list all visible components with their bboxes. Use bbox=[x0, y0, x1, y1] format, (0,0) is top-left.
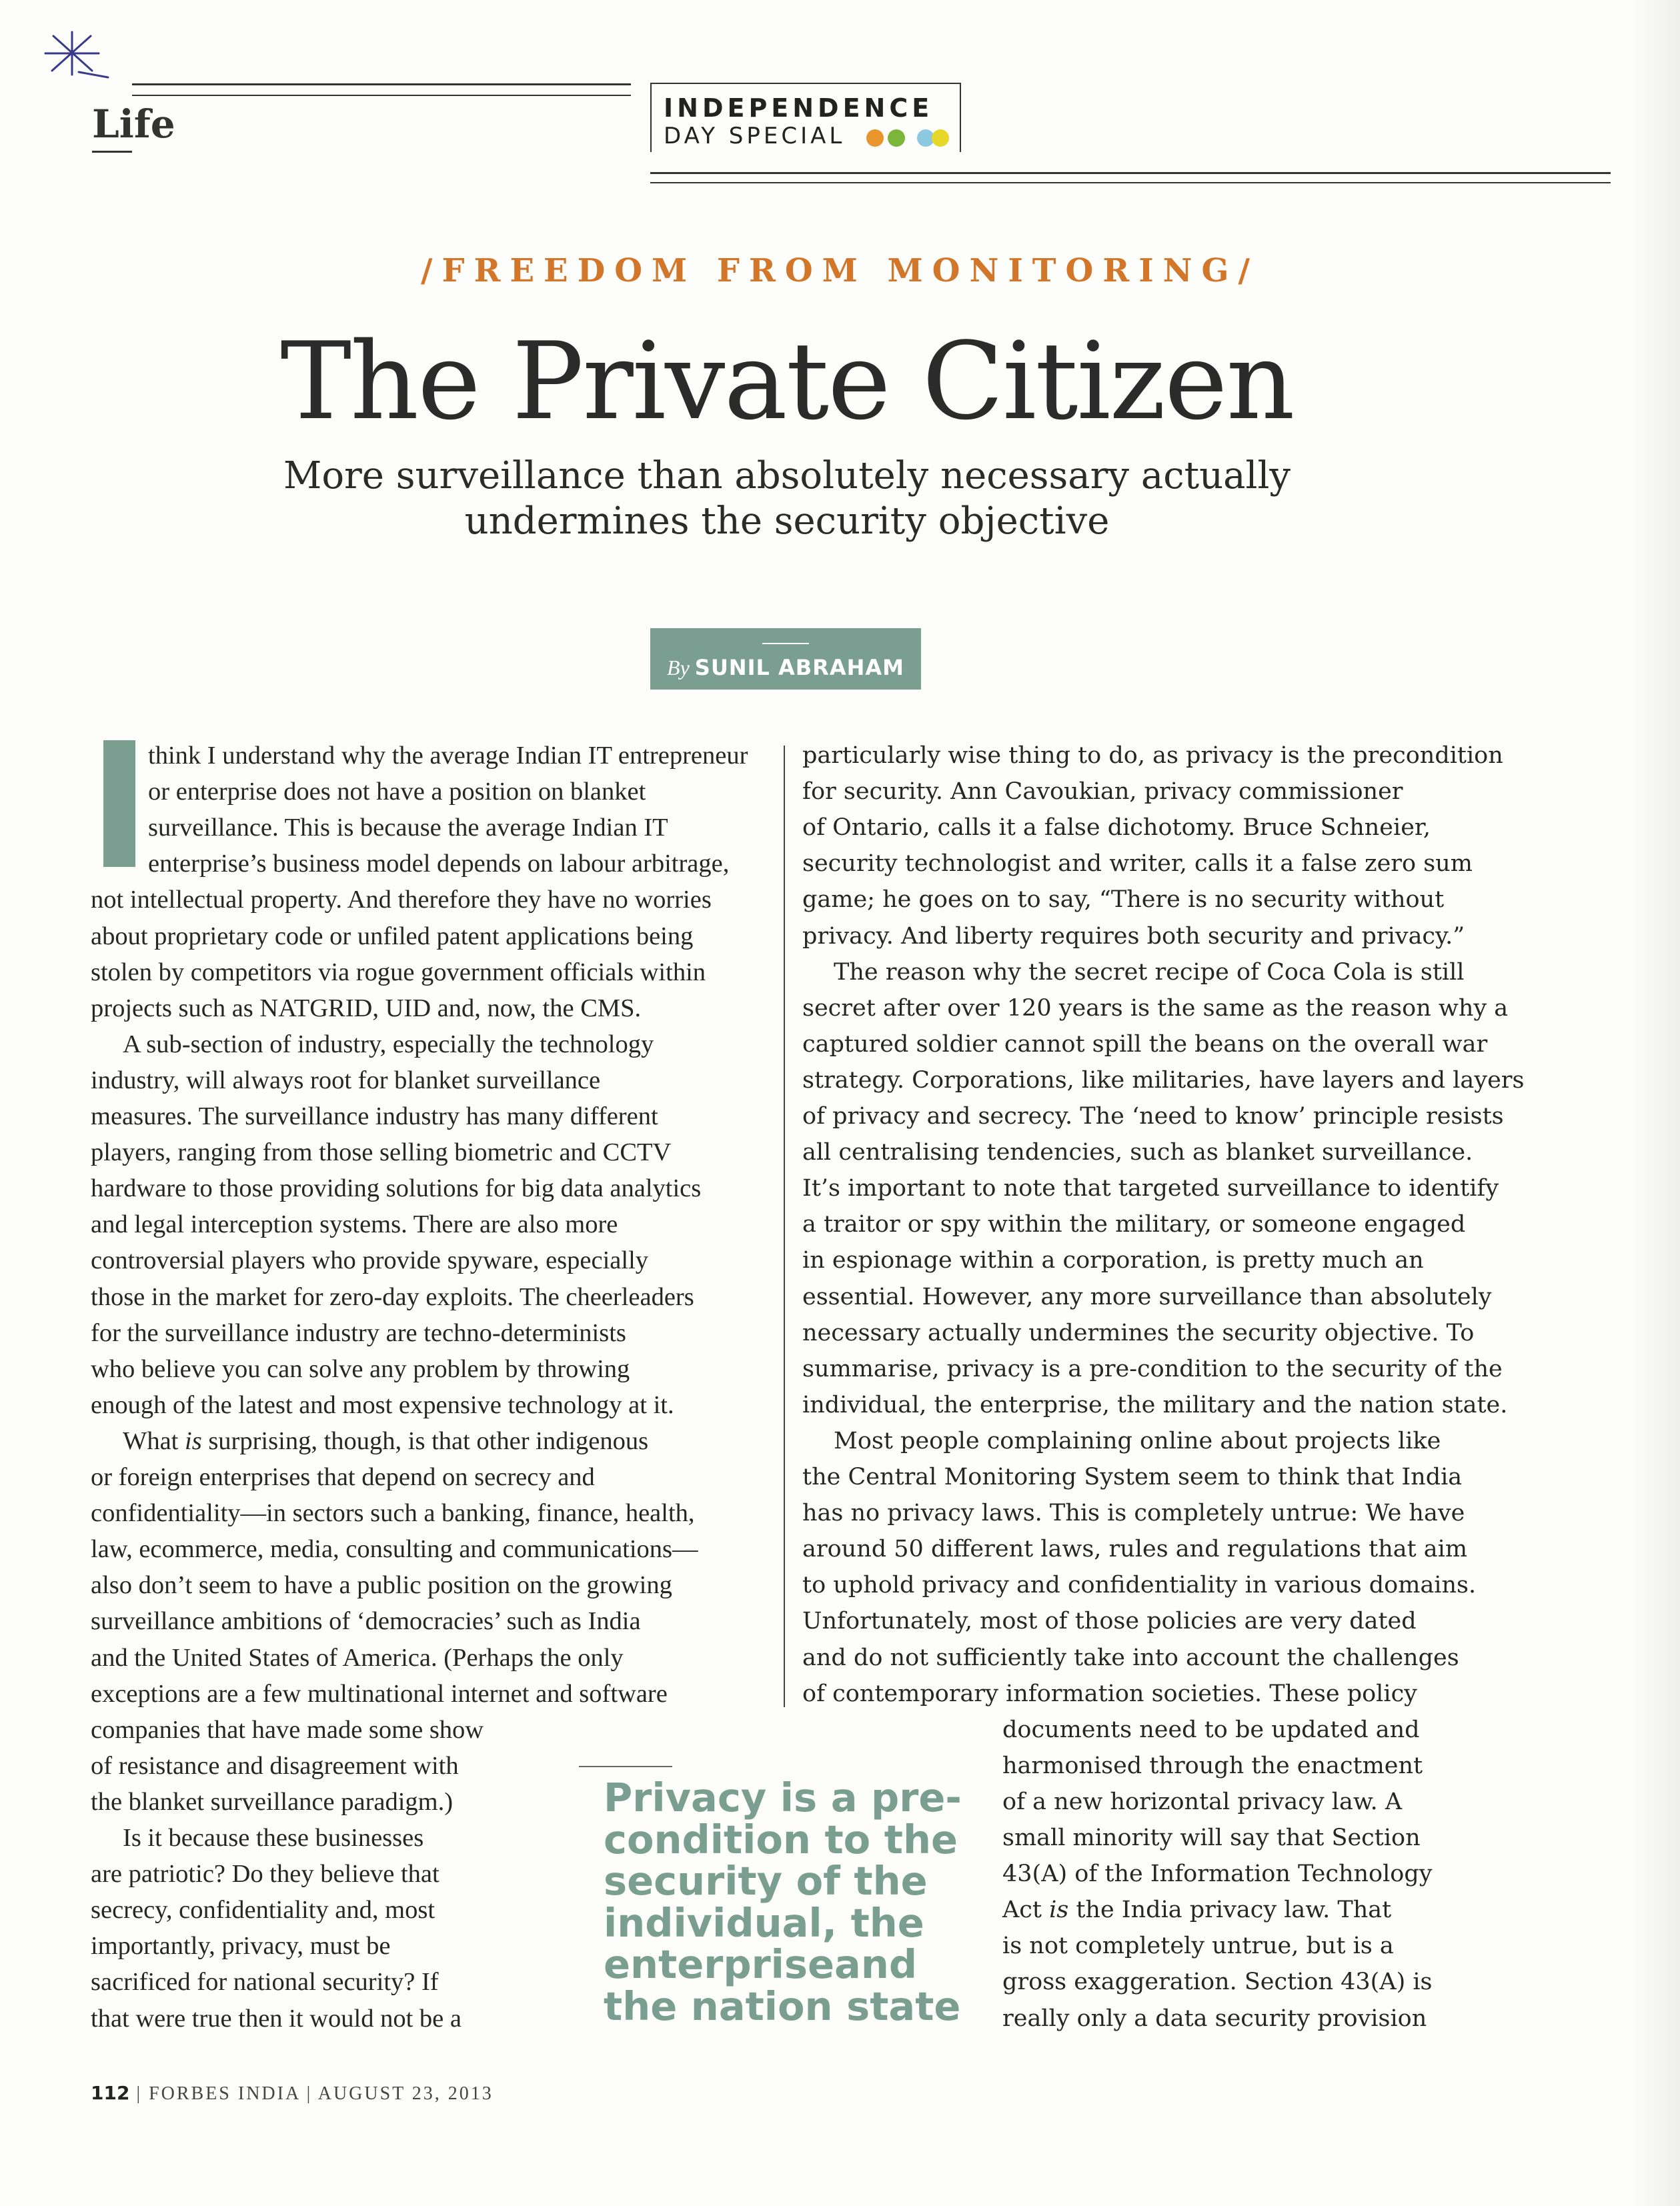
body-text-line: or enterprise does not have a position on blanket bbox=[148, 778, 646, 806]
body-text-line: also don’t seem to have a public position on the growing bbox=[91, 1571, 672, 1600]
page-edge-shadow bbox=[1627, 0, 1680, 2206]
body-text-line: hardware to those providing solutions for big data analytics bbox=[91, 1174, 702, 1203]
body-text-line: that were true then it would not be a bbox=[91, 2004, 462, 2033]
body-text-line: think I understand why the average Indian IT entrepreneur bbox=[148, 742, 748, 770]
body-text-line: law, ecommerce, media, consulting and communications— bbox=[91, 1535, 698, 1564]
header-rule-left-bottom bbox=[132, 95, 631, 96]
body-text-line: importantly, privacy, must be bbox=[91, 1932, 391, 1961]
body-text-line: to uphold privacy and confidentiality in various domains. bbox=[802, 1572, 1477, 1599]
body-text-line: secret after over 120 years is the same as the reason why a bbox=[802, 994, 1509, 1022]
body-text-line: who believe you can solve any problem by throwing bbox=[91, 1354, 630, 1383]
body-text-line: controversial players who provide spyware, especially bbox=[91, 1246, 649, 1275]
body-text-line: Most people complaining online about projects like bbox=[834, 1427, 1441, 1454]
byline-author: SUNIL ABRAHAM bbox=[694, 655, 904, 680]
pull-quote-line: enterpriseand bbox=[604, 1941, 918, 1987]
body-text-line: confidentiality—in sectors such a banking, finance, health, bbox=[91, 1499, 695, 1528]
dek-line: undermines the security objective bbox=[464, 499, 1110, 543]
pull-quote-rule bbox=[579, 1766, 672, 1767]
pull-quote-line: the nation state bbox=[604, 1983, 961, 2029]
pull-quote-line: Privacy is a pre- bbox=[604, 1775, 962, 1821]
body-text-line: for security. Ann Cavoukian, privacy commissioner bbox=[802, 778, 1403, 806]
page-number: 112 bbox=[91, 2082, 130, 2104]
body-text-line: measures. The surveillance industry has many different bbox=[91, 1102, 658, 1130]
article-dek bbox=[220, 453, 1354, 544]
body-text-line: about proprietary code or unfiled patent applications being bbox=[91, 922, 694, 950]
pull-quote-line: security of the bbox=[604, 1858, 928, 1904]
body-text-line: the blanket surveillance paradigm.) bbox=[91, 1787, 454, 1816]
body-text-line: individual, the enterprise, the military and the nation state. bbox=[802, 1391, 1508, 1418]
body-text-line: harmonised through the enactment bbox=[1002, 1752, 1423, 1779]
body-text-line: of Ontario, calls it a false dichotomy. Bruce Schneier, bbox=[802, 814, 1431, 842]
section-label: Life bbox=[92, 101, 175, 147]
badge-line1: INDEPENDENCE bbox=[664, 93, 934, 123]
body-text-line: or foreign enterprises that depend on secrecy and bbox=[91, 1463, 595, 1491]
body-text-line: What is surprising, though, is that other indigenous bbox=[123, 1426, 649, 1455]
body-text-line: enterprise’s business model depends on labour arbitrage, bbox=[148, 850, 730, 878]
body-text-line: all centralising tendencies, such as blanket surveillance. bbox=[802, 1139, 1473, 1166]
header-rule-right-top bbox=[650, 172, 1611, 174]
body-text-line: secrecy, confidentiality and, most bbox=[91, 1896, 436, 1925]
body-text-line: are patriotic? Do they believe that bbox=[91, 1860, 440, 1889]
body-text-line: surveillance ambitions of ‘democracies’ such as India bbox=[91, 1607, 641, 1636]
body-text-line: is not completely untrue, but is a bbox=[1002, 1933, 1394, 1960]
body-text-line: summarise, privacy is a pre-condition to the security of the bbox=[802, 1355, 1503, 1382]
body-text-line: gross exaggeration. Section 43(A) is bbox=[1002, 1969, 1433, 1996]
dek-line: More surveillance than absolutely necessary actually bbox=[283, 454, 1291, 497]
body-text-line: small minority will say that Section bbox=[1002, 1825, 1421, 1851]
badge-line2: DAY SPECIAL bbox=[664, 123, 846, 149]
column-divider bbox=[784, 746, 785, 1707]
body-text-line: game; he goes on to say, “There is no security without bbox=[802, 886, 1445, 914]
body-text-line: a traitor or spy within the military, or someone engaged bbox=[802, 1211, 1466, 1238]
body-text-line: Act is the India privacy law. That bbox=[1002, 1897, 1392, 1924]
handwritten-asterisk-mark bbox=[39, 27, 112, 80]
header-rule-right-bottom bbox=[650, 182, 1611, 183]
body-text-line: It’s important to note that targeted surveillance to identify bbox=[802, 1175, 1499, 1202]
article-kicker: /FREEDOM FROM MONITORING/ bbox=[420, 252, 1260, 289]
body-text-line: of a new horizontal privacy law. A bbox=[1002, 1788, 1403, 1815]
body-text-line: companies that have made some show bbox=[91, 1715, 484, 1744]
issue-date: AUGUST 23, 2013 bbox=[317, 2083, 494, 2104]
footer-separator: | bbox=[306, 2083, 318, 2104]
body-text-line: not intellectual property. And therefore they have no worries bbox=[91, 886, 712, 914]
pull-quote bbox=[604, 1777, 964, 2027]
body-text-line: in espionage within a corporation, is pretty much an bbox=[802, 1247, 1424, 1274]
body-text-line: those in the market for zero-day exploits. The cheerleaders bbox=[91, 1282, 694, 1311]
body-text-line: captured soldier cannot spill the beans on the overall war bbox=[802, 1030, 1488, 1058]
body-text-line: sacrificed for national security? If bbox=[91, 1968, 439, 1997]
body-text-line: particularly wise thing to do, as privacy is the precondition bbox=[802, 742, 1503, 769]
body-text-line: Unfortunately, most of those policies are very dated bbox=[802, 1608, 1417, 1635]
badge-dot-yellow bbox=[932, 129, 949, 147]
body-text-line: 43(A) of the Information Technology bbox=[1002, 1861, 1433, 1888]
body-text-line: projects such as NATGRID, UID and, now, the CMS. bbox=[91, 994, 642, 1022]
body-text-line: surveillance. This is because the average Indian IT bbox=[148, 814, 668, 842]
publication-name: FORBES INDIA bbox=[149, 2083, 300, 2104]
body-text-line: for the surveillance industry are techno-determinists bbox=[91, 1318, 626, 1347]
body-text-line: of contemporary information societies. These policy bbox=[802, 1680, 1417, 1707]
body-text-line: privacy. And liberty requires both security and privacy.” bbox=[802, 922, 1465, 950]
body-text-line: industry, will always root for blanket surveillance bbox=[91, 1066, 601, 1094]
body-text-line: and do not sufficiently take into account the challenges bbox=[802, 1644, 1459, 1671]
independence-day-badge bbox=[650, 83, 961, 152]
drop-cap bbox=[103, 740, 135, 867]
body-text-line: around 50 different laws, rules and regulations that aim bbox=[802, 1536, 1468, 1563]
pull-quote-line: condition to the bbox=[604, 1816, 958, 1863]
body-text-line: A sub-section of industry, especially the technology bbox=[123, 1030, 654, 1058]
body-text-line: essential. However, any more surveillance than absolutely bbox=[802, 1283, 1492, 1310]
article-headline: The Private Citizen bbox=[280, 319, 1294, 443]
body-text-line: security technologist and writer, calls it a false zero sum bbox=[802, 850, 1473, 878]
byline-rule bbox=[762, 643, 809, 644]
section-underline bbox=[92, 151, 132, 153]
footer-separator: | bbox=[136, 2083, 149, 2104]
body-text-line: strategy. Corporations, like militaries, have layers and layers bbox=[802, 1066, 1525, 1094]
body-text-line: and legal interception systems. There are also more bbox=[91, 1210, 618, 1239]
body-text-line: the Central Monitoring System seem to think that India bbox=[802, 1464, 1463, 1490]
body-text-line: necessary actually undermines the security objective. To bbox=[802, 1319, 1475, 1346]
byline bbox=[650, 655, 921, 680]
body-text-line: of resistance and disagreement with bbox=[91, 1751, 459, 1780]
body-text-line: The reason why the secret recipe of Coca Cola is still bbox=[834, 958, 1465, 986]
body-text-line: has no privacy laws. This is completely untrue: We have bbox=[802, 1500, 1465, 1527]
body-text-line: enough of the latest and most expensive technology at it. bbox=[91, 1390, 674, 1419]
page-footer bbox=[91, 2082, 494, 2105]
body-text-line: documents need to be updated and bbox=[1002, 1716, 1420, 1743]
byline-by: By bbox=[667, 656, 690, 680]
badge-dot-green bbox=[888, 129, 905, 147]
body-text-line: stolen by competitors via rogue government officials within bbox=[91, 958, 706, 986]
pull-quote-line: individual, the bbox=[604, 1899, 924, 1946]
body-text-line: players, ranging from those selling biometric and CCTV bbox=[91, 1138, 672, 1167]
byline-box bbox=[650, 628, 921, 690]
body-text-line: exceptions are a few multinational internet and software bbox=[91, 1679, 668, 1708]
header-rule-left-top bbox=[132, 83, 631, 85]
body-text-line: really only a data security provision bbox=[1002, 2005, 1427, 2032]
body-text-line: and the United States of America. (Perhaps the only bbox=[91, 1643, 624, 1672]
body-text-line: of privacy and secrecy. The ‘need to know’ principle resists bbox=[802, 1103, 1504, 1130]
badge-dot-orange bbox=[866, 129, 884, 147]
body-text-line: Is it because these businesses bbox=[123, 1824, 424, 1852]
